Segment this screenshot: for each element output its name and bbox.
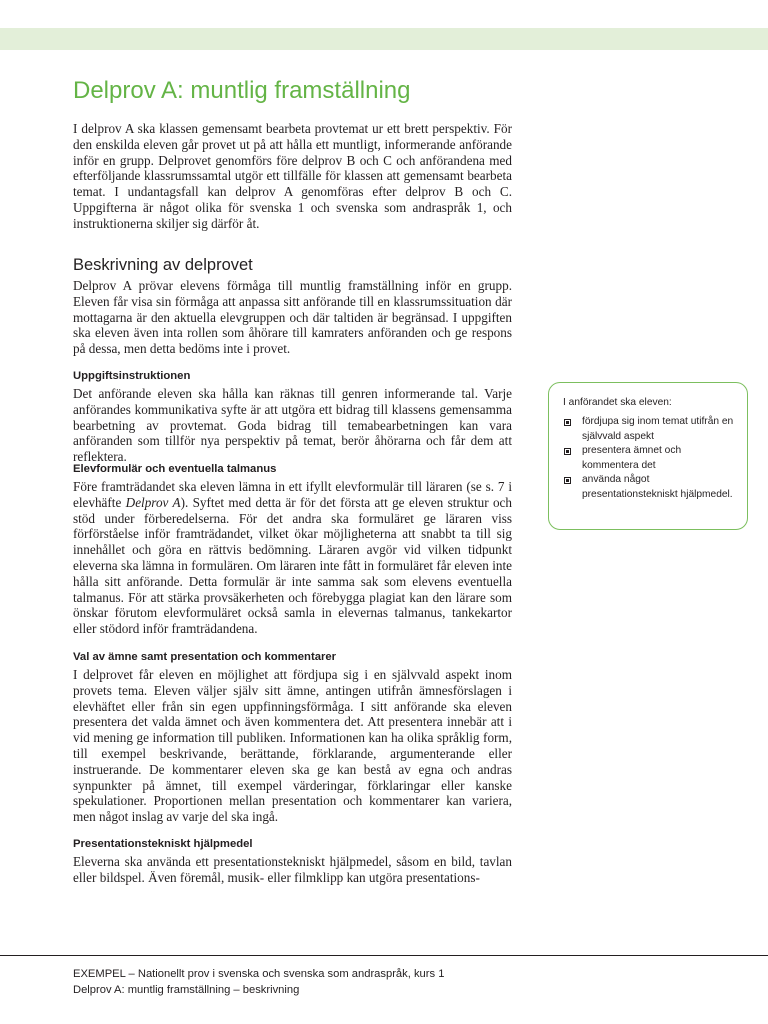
square-bullet-icon — [564, 448, 571, 455]
subsection-heading: Val av ämne samt presentation och kommentarer — [73, 651, 337, 663]
subsection-val-av-amne — [73, 650, 512, 825]
footer-divider — [0, 955, 768, 956]
sidebox-heading: I anförandet ska eleven: — [563, 397, 672, 408]
subsection-uppgiftsinstruktionen — [73, 369, 512, 465]
sidebox — [548, 382, 748, 530]
list-item-text: presentera ämnet och kommentera det — [582, 445, 682, 471]
subsection-heading: Elevformulär och eventuella talmanus — [73, 463, 277, 475]
intro-paragraph: I delprov A ska klassen gemensamt bearbeta provtemat ur ett brett perspektiv. För den enskilda eleven går provet ut på att hålla ett muntligt, informerande anförande inför en grupp. Delprovet genomförs före delprov B och C och anförandena med efterföljande klassrumssamtal utgör ett tillfälle för klassen att gemensamt bearbeta temat. I undantagsfall kan delprov A genomföras efter delprov B och C. Uppgifterna är något olika för svenska 1 och svenska som andraspråk 1, och instruktionerna skiljer sig därför åt. — [73, 121, 512, 231]
list-item — [563, 444, 735, 473]
subsection-paragraph: Det anförande eleven ska hålla kan räknas till genren informerande tal. Varje anförandes kommunikativa syfte är att utgöra ett bidrag till klassens gemensamma bearbetning av provtemat. Goda bidrag till temabearbetningen kan vara anföranden som tillför nya perspektiv på temat, berör åhörarna och får dem att reflektera. — [73, 386, 512, 465]
subsection-paragraph: Eleverna ska använda ett presentationstekniskt hjälpmedel, såsom en bild, tavlan eller bildspel. Även föremål, musik- eller filmklipp kan utgöra presentations- — [73, 854, 512, 885]
italic-booklet-title: Delprov A — [125, 494, 181, 510]
section-heading: Beskrivning av delprovet — [73, 256, 253, 274]
square-bullet-icon — [564, 419, 571, 426]
subsection-heading: Uppgiftsinstruktionen — [73, 370, 191, 382]
footer — [73, 966, 444, 998]
sidebox-list — [563, 415, 735, 502]
text-run: ). Syftet med detta är för det första att ge eleven struktur och stöd under förberedelserna. För det andra ska formuläret ge läraren viss förförståelse inför framträdandet, vilket ökar möjligheterna att snabbt ta till sig innehållet och göra en rättvis bedömning. Läraren avgör vid vilken tidpunkt eleverna ska lämna in formulären. Om läraren inte fått in formuläret får eleven inte hålla sitt anförande. Detta formulär är inte samma sak som elevens eventuella talmanus. För att stärka provsäkerheten och förebygga plagiat kan den lärare som önskar förutom elevformuläret också samla in elevernas talmanus, tankekartor eller stödord inför framträdandena. — [73, 494, 513, 637]
footer-line-1: EXEMPEL – Nationellt prov i svenska och svenska som andraspråk, kurs 1 — [73, 968, 445, 980]
subsection-hjalpmedel — [73, 837, 512, 886]
subsection-heading: Presentationstekniskt hjälpmedel — [73, 838, 253, 850]
section-paragraph: Delprov A prövar elevens förmåga till muntlig framställning inför en grupp. Eleven får visa sin förmåga att anpassa sitt anförande till en klassrumssituation där mottagarna är den aktuella elevgruppen och där taltiden är begränsad. I uppgiften ska eleven även inta rollen som åhörare till kamraters anföranden och ge respons på dessa, men detta bedöms inte i provet. — [73, 278, 512, 357]
section-description — [73, 255, 512, 357]
list-item-text: använda något presentationstekniskt hjälpmedel. — [582, 474, 733, 500]
square-bullet-icon — [564, 477, 571, 484]
list-item — [563, 473, 735, 502]
page-title: Delprov A: muntlig framställning — [73, 77, 411, 104]
list-item — [563, 415, 735, 444]
subsection-elevformular — [73, 462, 512, 637]
top-color-band — [0, 28, 768, 50]
list-item-text: fördjupa sig inom temat utifrån en självvald aspekt — [582, 416, 734, 442]
intro-block — [73, 121, 512, 232]
subsection-paragraph: I delprovet får eleven en möjlighet att fördjupa sig i en självvald aspekt inom provets tema. Eleven väljer själv sitt ämne, antingen utifrån ämnesförslagen i elevhäftet eller från sin egen uppfinningsförmåga. I sitt anförande ska eleven presentera det valda ämnet och även kommentera det. Att presentera innebär att i vid mening ge information till publiken. Informationen kan ha olika språklig form, till exempel beskrivande, berättande, förklarande, argumenterande eller instruerande. De kommentarer eleven ska ge kan bestå av egna och andras synpunkter på ämnet, till exempel värderingar, förklaringar eller kanske spekulationer. Proportionen mellan presentation och kommentarer kan variera, men något inslag av varje del ska ingå. — [73, 667, 512, 825]
text-run: Före framträdandet ska eleven lämna in ett ifyllt elevformulär till läraren (se s. 7 i elevhäfte — [73, 479, 512, 510]
subsection-paragraph — [73, 479, 512, 637]
footer-line-2: Delprov A: muntlig framställning – beskrivning — [73, 984, 300, 996]
